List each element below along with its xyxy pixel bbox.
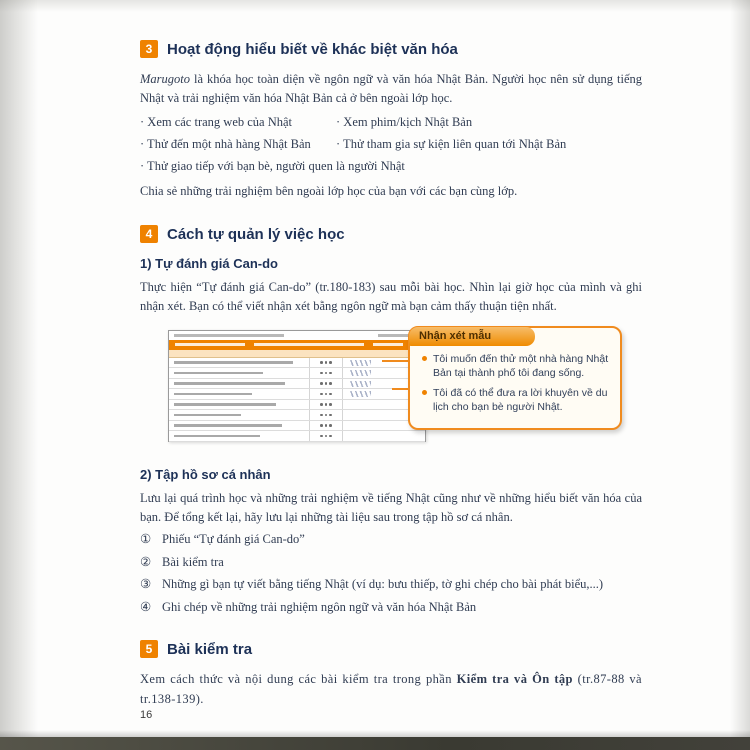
intro-text: là khóa học toàn diện về ngôn ngữ và văn hóa Nhật Bản. Người học nên sử dụng tiếng Nhật và trải nghiệm văn hóa Nhật Bản cả ở bên ngoài lớp học.: [140, 72, 642, 105]
portfolio-item-list: [140, 531, 642, 616]
section-4-header: [140, 225, 642, 243]
header-text-block: [373, 343, 403, 346]
section-3-header: [140, 40, 642, 58]
portfolio-item: [140, 554, 642, 572]
page-bottom-edge-shadow: [0, 730, 750, 737]
bullet-dot-icon: [422, 390, 427, 395]
activity-bullet-list: [140, 114, 642, 175]
marugoto-word: Marugoto: [140, 72, 190, 86]
page-shadow-top: [0, 0, 750, 12]
bullet-item: · Xem các trang web của Nhật: [140, 114, 293, 129]
photo-background-strip: [0, 737, 750, 750]
portfolio-item-text: Những gì bạn tự viết bằng tiếng Nhật (ví dụ: bưu thiếp, tờ ghi chép cho bài phát biểu,...): [162, 577, 604, 592]
bullet-item: · Thử đến một nhà hàng Nhật Bản: [140, 136, 311, 151]
subsection-1-paragraph: Thực hiện “Tự đánh giá Can-do” (tr.180-183) sau mỗi bài học. Nhìn lại giờ học của mình và ghi nhận xét. Bạn có thể viết nhận xét bằng ngôn ngữ mà bạn cảm thấy thuận tiện nhất.: [140, 280, 642, 313]
callout-item-text: Tôi muốn đến thử một nhà hàng Nhật Bản tại thành phố tôi đang sống.: [433, 352, 609, 379]
circled-number: ③: [140, 577, 152, 592]
sheet-row: [169, 400, 425, 411]
sheet-header-bar: [169, 340, 425, 350]
para-bold-text: Kiểm tra và Ôn tập: [456, 672, 573, 687]
sheet-row: [169, 368, 425, 379]
page-shadow-right: [730, 0, 750, 750]
handwriting-mark: [349, 381, 371, 387]
page-number: 16: [140, 709, 153, 721]
circled-number: ②: [140, 554, 152, 569]
sheet-caption-strip: [169, 331, 425, 340]
header-text-block: [175, 343, 245, 346]
section-5-paragraph: [140, 670, 642, 709]
bullet-item: · Thử tham gia sự kiện liên quan tới Nhật Bản: [336, 136, 567, 151]
handwriting-mark: [349, 360, 371, 366]
portfolio-item: [140, 576, 642, 594]
portfolio-item-text: Ghi chép về những trải nghiệm ngôn ngữ và văn hóa Nhật Bản: [162, 599, 477, 614]
sheet-row: [169, 410, 425, 421]
para-text: (tr.87-88 và tr.138-139).: [140, 672, 643, 706]
portfolio-item: [140, 531, 642, 549]
sheet-row: [169, 431, 425, 442]
section-5-number-badge: 5: [140, 640, 158, 658]
subsection-1-heading: 1) Tự đánh giá Can-do: [140, 256, 278, 272]
callout-item: [422, 352, 610, 380]
bullet-item: · Xem phim/kịch Nhật Bản: [336, 114, 473, 129]
section-4-title: Cách tự quản lý việc học: [167, 225, 345, 243]
circled-number: ④: [140, 599, 152, 614]
sheet-row: [169, 389, 425, 400]
section-5-header: [140, 640, 642, 658]
header-text-block: [254, 343, 364, 346]
sheet-subheader-bar: [169, 350, 425, 358]
callout-item: [422, 386, 610, 414]
callout-tab-label: Nhận xét mẫu: [409, 327, 535, 346]
section-3-title: Hoạt động hiểu biết về khác biệt văn hóa: [167, 40, 458, 58]
page-shadow-left: [0, 0, 38, 750]
sheet-caption-left: [174, 334, 284, 337]
portfolio-item-text: Bài kiểm tra: [162, 554, 224, 569]
page-content: [140, 40, 642, 709]
sample-comment-callout: [408, 326, 622, 431]
portfolio-item: [140, 599, 642, 617]
portfolio-item-text: Phiếu “Tự đánh giá Can-do”: [162, 532, 305, 547]
bullet-dot-icon: [422, 356, 427, 361]
section-3-number-badge: 3: [140, 40, 158, 58]
cando-figure: [140, 326, 642, 454]
callout-item-text: Tôi đã có thể đưa ra lời khuyên về du lịch cho bạn bè người Nhật.: [433, 387, 608, 414]
section-3-closing-line: Chia sẻ những trải nghiệm bên ngoài lớp học của bạn với các bạn cùng lớp.: [140, 184, 518, 199]
section-5-title: Bài kiểm tra: [167, 640, 253, 658]
para-text: Xem cách thức và nội dung các bài kiểm tra trong phần: [140, 672, 457, 687]
circled-number: ①: [140, 532, 152, 547]
section-3-intro-paragraph: [140, 70, 642, 108]
sheet-row: [169, 379, 425, 390]
handwriting-mark: [349, 370, 371, 376]
handwriting-mark: [349, 391, 371, 397]
subsection-2-paragraph: Lưu lại quá trình học và những trải nghiệm về tiếng Nhật cũng như về những hiểu biết văn hóa của bạn. Để tổng kết lại, hãy lưu lại những tài liệu sau trong tập hồ sơ cá nhân.: [140, 490, 642, 524]
bullet-item: · Thử giao tiếp với bạn bè, người quen là người Nhật: [140, 159, 405, 173]
cando-sheet-image: [168, 330, 426, 442]
subsection-2-heading: 2) Tập hồ sơ cá nhân: [140, 466, 271, 482]
section-4-number-badge: 4: [140, 225, 158, 243]
sheet-row: [169, 421, 425, 432]
